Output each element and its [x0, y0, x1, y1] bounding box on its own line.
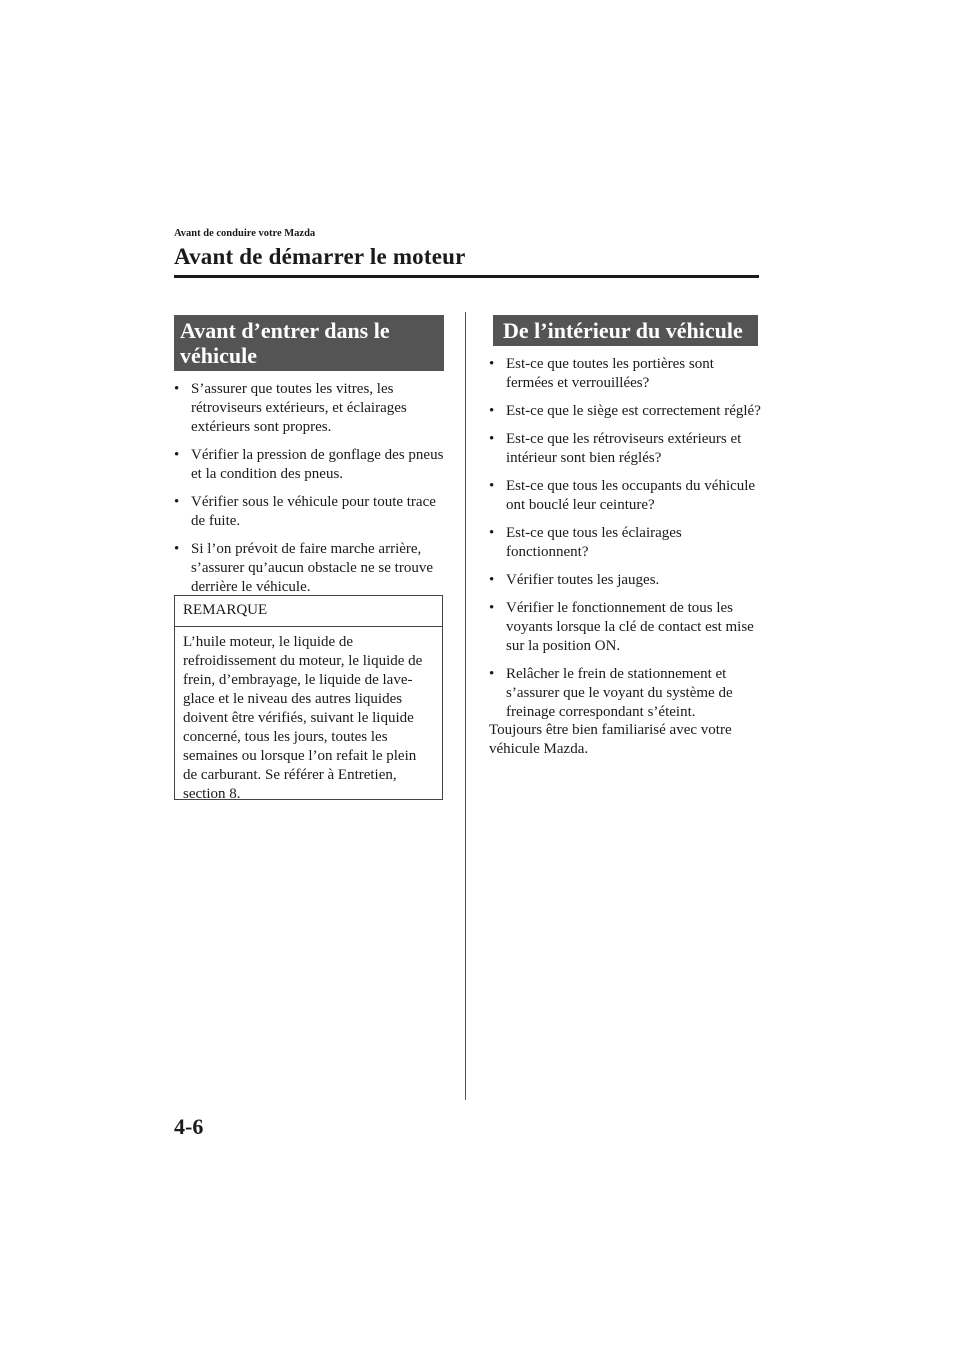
section-title-line2: véhicule [180, 343, 257, 368]
list-item [489, 477, 761, 515]
list-item [174, 380, 446, 437]
list-item [174, 493, 446, 531]
list-item-text: Est-ce que tous les occupants du véhicule ont bouclé leur ceinture? [506, 478, 756, 513]
note-box [174, 595, 443, 800]
list-item [489, 665, 761, 722]
list-item-text: S’assurer que toutes les vitres, les rétroviseurs extérieurs, et éclairages extérieurs sont propres. [191, 381, 407, 435]
list-item [174, 446, 446, 484]
list-item-text: Vérifier la pression de gonflage des pneus et la condition des pneus. [191, 447, 444, 482]
list-item-text: Vérifier sous le véhicule pour toute trace de fuite. [191, 494, 436, 529]
bullet-icon: • [489, 666, 495, 682]
list-item [489, 571, 761, 590]
list-item-text: Relâcher le frein de stationnement et s’assurer que le voyant du système de freinage correspondant s’éteint. [506, 666, 733, 720]
interior-checklist [489, 355, 761, 731]
list-item [489, 402, 761, 421]
section-header-before-entering [174, 315, 444, 371]
page-number: 4-6 [174, 1114, 204, 1139]
bullet-icon: • [489, 572, 495, 588]
list-item-text: Si l’on prévoit de faire marche arrière, s’assurer qu’aucun obstacle ne se trouve derrière le véhicule. [191, 541, 433, 595]
closing-paragraph: Toujours être bien familiarisé avec votre véhicule Mazda. [489, 722, 732, 757]
list-item-text: Vérifier le fonctionnement de tous les voyants lorsque la clé de contact est mise sur la position ON. [506, 600, 754, 654]
list-item [489, 599, 761, 656]
bullet-icon: • [489, 600, 495, 616]
bullet-icon: • [489, 431, 495, 447]
note-title: REMARQUE [175, 596, 442, 627]
list-item-text: Est-ce que tous les éclairages fonctionnent? [506, 525, 682, 560]
list-item [489, 524, 761, 562]
bullet-icon: • [489, 478, 495, 494]
list-item-text: Vérifier toutes les jauges. [506, 572, 660, 588]
title-rule [174, 275, 759, 278]
chapter-label: Avant de conduire votre Mazda [174, 228, 316, 239]
list-item-text: Est-ce que toutes les portières sont fermées et verrouillées? [506, 356, 714, 391]
bullet-icon: • [174, 541, 180, 557]
list-item [174, 540, 446, 597]
page-title: Avant de démarrer le moteur [174, 244, 466, 269]
list-item [489, 430, 761, 468]
bullet-icon: • [174, 381, 180, 397]
list-item-text: Est-ce que le siège est correctement réglé? [506, 403, 761, 419]
bullet-icon: • [174, 447, 180, 463]
bullet-icon: • [174, 494, 180, 510]
list-item [489, 355, 761, 393]
column-divider [465, 312, 466, 1100]
list-item-text: Est-ce que les rétroviseurs extérieurs et intérieur sont bien réglés? [506, 431, 742, 466]
section-header-inside-vehicle: De l’intérieur du véhicule [493, 315, 758, 346]
bullet-icon: • [489, 403, 495, 419]
note-body: L’huile moteur, le liquide de refroidissement du moteur, le liquide de frein, d’embrayage, le liquide de lave-glace et le niveau des autres liquides doivent être vérifiés, suivant le liquide concerné, tous les jours, toutes les semaines ou lorsque l’on refait le plein de carburant. Se référer à Entretien, section 8. [183, 634, 423, 802]
bullet-icon: • [489, 525, 495, 541]
section-title-line1: Avant d’entrer dans le [180, 318, 390, 343]
bullet-icon: • [489, 356, 495, 372]
exterior-checklist [174, 380, 446, 606]
